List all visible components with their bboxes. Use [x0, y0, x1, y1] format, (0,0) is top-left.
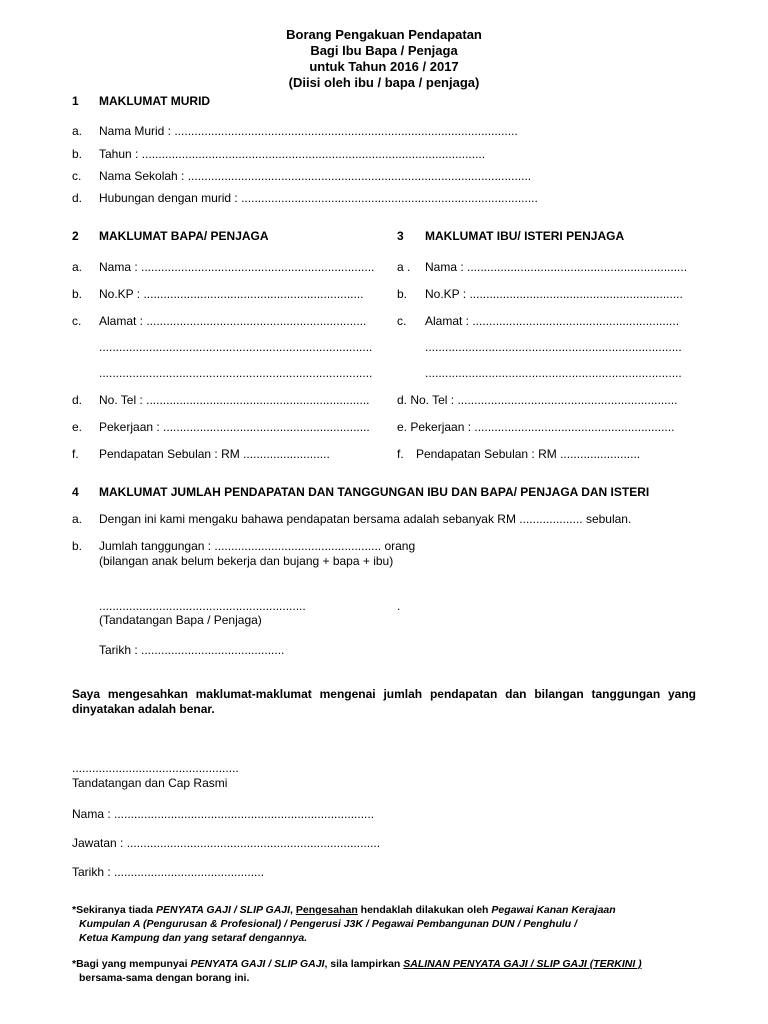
footnote1-line3: Ketua Kampung dan yang setaraf dengannya.: [79, 932, 308, 944]
parent-tarikh-field[interactable]: Tarikh : ...........................................: [99, 643, 285, 657]
ibu-nama-field[interactable]: Nama : ..................................................................: [425, 260, 688, 274]
official-jawatan-field[interactable]: Jawatan : ............................................................................: [72, 836, 381, 850]
section2-a-letter: a.: [72, 260, 83, 274]
official-signature-label: Tandatangan dan Cap Rasmi: [72, 776, 228, 790]
section3-title: MAKLUMAT IBU/ ISTERI PENJAGA: [425, 229, 625, 243]
hubungan-field[interactable]: Hubungan dengan murid : .........................................................................................: [99, 191, 538, 205]
jumlah-tanggungan-field[interactable]: Jumlah tanggungan : .................................................. orang: [99, 539, 416, 553]
section3-a-letter: a .: [397, 260, 411, 274]
section1-c-letter: c.: [72, 169, 82, 183]
section4-b-letter: b.: [72, 539, 83, 553]
ibu-notel-field[interactable]: d. No. Tel : ..................................................................: [397, 393, 678, 407]
nama-sekolah-field[interactable]: Nama Sekolah : .......................................................................................................: [99, 169, 532, 183]
parent-signature-label: (Tandatangan Bapa / Penjaga): [99, 613, 262, 627]
bapa-alamat-line2[interactable]: ..................................................................................: [99, 340, 373, 354]
parent-signature-dot: .: [397, 599, 401, 613]
bapa-pekerjaan-field[interactable]: Pekerjaan : ..............................................................: [99, 420, 370, 434]
section1-number: 1: [72, 94, 79, 108]
section1-d-letter: d.: [72, 191, 83, 205]
ibu-alamat-line2[interactable]: .............................................................................: [425, 340, 682, 354]
pendapatan-bersama-field[interactable]: Dengan ini kami mengaku bahawa pendapatan bersama adalah sebanyak RM ................... sebulan.: [99, 512, 632, 526]
form-subtitle: Bagi Ibu Bapa / Penjaga: [310, 43, 458, 58]
bapa-nokp-field[interactable]: No.KP : ..................................................................: [99, 287, 364, 301]
bapa-pendapatan-field[interactable]: Pendapatan Sebulan : RM ..........................: [99, 447, 330, 461]
section4-a-letter: a.: [72, 512, 83, 526]
bapa-alamat-line3[interactable]: ..................................................................................: [99, 366, 373, 380]
ibu-alamat-line3[interactable]: .............................................................................: [425, 366, 682, 380]
section2-b-letter: b.: [72, 287, 83, 301]
bapa-notel-field[interactable]: No. Tel : ...................................................................: [99, 393, 370, 407]
tanggungan-note: (bilangan anak belum bekerja dan bujang + bapa + ibu): [99, 554, 394, 568]
section4-number: 4: [72, 485, 79, 499]
section2-title: MAKLUMAT BAPA/ PENJAGA: [99, 229, 269, 243]
nama-murid-field[interactable]: Nama Murid : .......................................................................................................: [99, 124, 518, 138]
footnote1-line2: Kumpulan A (Pengurusan & Profesional) / Pengerusi J3K / Pegawai Pembangunan DUN / Penghulu /: [79, 918, 578, 930]
ibu-alamat-field[interactable]: Alamat : ..............................................................: [425, 314, 680, 328]
ibu-nokp-field[interactable]: No.KP : ................................................................: [425, 287, 683, 301]
section3-b-letter: b.: [397, 287, 408, 301]
form-year: untuk Tahun 2016 / 2017: [309, 59, 459, 74]
official-tarikh-field[interactable]: Tarikh : .............................................: [72, 865, 265, 879]
declaration-line2: dinyatakan adalah benar.: [72, 702, 215, 716]
section2-c-letter: c.: [72, 314, 82, 328]
section2-e-letter: e.: [72, 420, 83, 434]
section2-f-letter: f.: [72, 447, 79, 461]
section3-f-letter: f.: [397, 447, 404, 461]
section1-title: MAKLUMAT MURID: [99, 94, 211, 108]
section4-title: MAKLUMAT JUMLAH PENDAPATAN DAN TANGGUNGAN IBU DAN BAPA/ PENJAGA DAN ISTERI: [99, 485, 650, 499]
declaration-line1: Saya mengesahkan maklumat-maklumat mengenai jumlah pendapatan dan bilangan tanggungan yang: [72, 687, 696, 701]
bapa-alamat-field[interactable]: Alamat : ..................................................................: [99, 314, 367, 328]
section3-c-letter: c.: [397, 314, 407, 328]
official-signature-line[interactable]: ..................................................: [72, 761, 239, 775]
footnote1-line1: *Sekiranya tiada PENYATA GAJI / SLIP GAJI, Pengesahan hendaklah dilakukan oleh Pegawai Kanan Kerajaan: [72, 904, 616, 916]
bapa-nama-field[interactable]: Nama : ......................................................................: [99, 260, 375, 274]
official-nama-field[interactable]: Nama : ..............................................................................: [72, 807, 375, 821]
section1-a-letter: a.: [72, 124, 83, 138]
tahun-field[interactable]: Tahun : .......................................................................................................: [99, 147, 486, 161]
footnote2-line2: bersama-sama dengan borang ini.: [79, 972, 250, 984]
section3-number: 3: [397, 229, 404, 243]
ibu-pekerjaan-field[interactable]: e. Pekerjaan : ............................................................: [397, 420, 675, 434]
footnote2-line1: *Bagi yang mempunyai PENYATA GAJI / SLIP GAJI, sila lampirkan SALINAN PENYATA GAJI / SLIP GAJI (TERKINI ): [72, 958, 642, 970]
ibu-pendapatan-field[interactable]: Pendapatan Sebulan : RM ........................: [416, 447, 641, 461]
parent-signature-line[interactable]: ..............................................................: [99, 599, 306, 613]
section2-number: 2: [72, 229, 79, 243]
section2-d-letter: d.: [72, 393, 83, 407]
form-instruction: (Diisi oleh ibu / bapa / penjaga): [288, 75, 480, 90]
form-title: Borang Pengakuan Pendapatan: [286, 27, 482, 42]
section1-b-letter: b.: [72, 147, 83, 161]
